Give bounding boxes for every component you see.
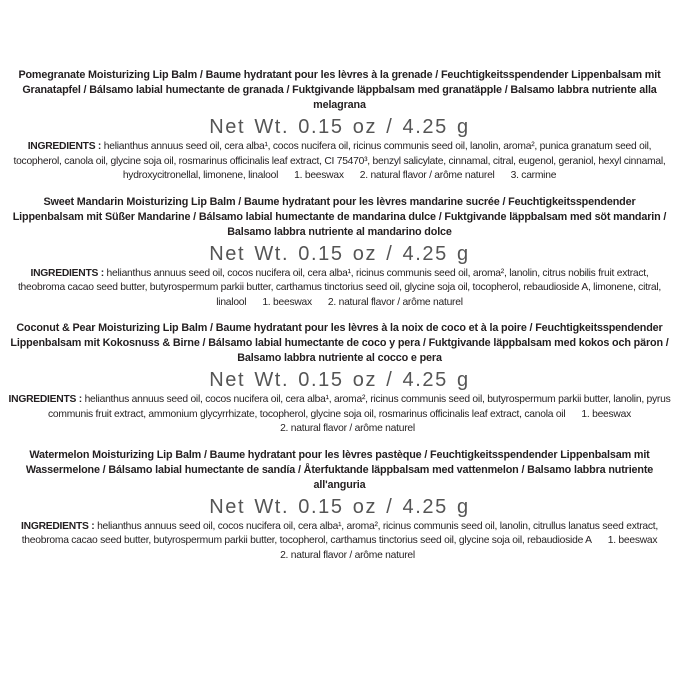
footnote: 1. beeswax xyxy=(294,170,344,181)
ingredients-label: INGREDIENTS : xyxy=(21,520,95,532)
net-weight: Net Wt. 0.15 oz / 4.25 g xyxy=(209,116,470,138)
ingredients-label: INGREDIENTS : xyxy=(8,394,82,405)
product-section-pomegranate xyxy=(6,68,673,184)
product-title: Coconut & Pear Moisturizing Lip Balm / Baume hydratant pour les lèvres à la noix de coco et à la poire / Feuchtigkeitsspendender Lippenbalsam mit Kokosnuss & Birne / Bálsamo labial humectante de coco y pera / Fuktgivande läppbalsam med kokos och päron / Balsamo labbra nutriente al cocco e pera xyxy=(10,322,669,364)
net-weight: Net Wt. 0.15 oz / 4.25 g xyxy=(209,369,470,391)
ingredients-paragraph xyxy=(6,267,673,311)
ingredients-paragraph xyxy=(6,140,673,184)
footnote: 2. natural flavor / arôme naturel xyxy=(327,296,463,308)
ingredients-text: helianthus annuus seed oil, cocos nucifera oil, cera alba¹, aroma², ricinus communis seed oil, butyrospermum parkii butter, lanolin, pyrus communis fruit extract, ammonium glycyrrhizate, tocopherol, glycine soja oil, rosmarinus officinalis leaf extract, canola oil xyxy=(48,394,671,420)
product-title: Sweet Mandarin Moisturizing Lip Balm / Baume hydratant pour les lèvres mandarine sucrée / Feuchtigkeitsspendender Lippenbalsam mit Süßer Mandarine / Bálsamo labial humectante de mandarina dulce / Fuktgivande läppbalsam med söt mandarin / Balsamo labbra nutriente al mandarino dolce xyxy=(12,195,667,238)
footnote: 2. natural flavor / arôme naturel xyxy=(280,549,415,561)
footnote: 1. beeswax xyxy=(581,408,631,420)
product-section-sweet-mandarin xyxy=(6,195,673,311)
ingredients-text: helianthus annuus seed oil, cocos nucifera oil, cera alba¹, ricinus communis seed oil, aroma², lanolin, citrus nobilis fruit extract, theobroma cacao seed butter, butyrospermum parkii butter, carthamus tinctorius seed oil, glycine soja oil, tocopherol, rebaudioside A, limonene, citral, linalool xyxy=(17,267,662,308)
product-title: Watermelon Moisturizing Lip Balm / Baume hydratant pour les lèvres pastèque / Feuchtigkeitsspendender Lippenbalsam mit Wassermelone / Bálsamo labial humectante de sandía / Återfuktande läppbalsam med vattenmelon / Balsamo labbra nutriente all'anguria xyxy=(25,448,654,491)
product-section-watermelon xyxy=(6,448,673,564)
footnote: 1. beeswax xyxy=(607,535,658,546)
product-title: Pomegranate Moisturizing Lip Balm / Baume hydratant pour les lèvres à la grenade / Feuchtigkeitsspendender Lippenbalsam mit Granatapfel / Bálsamo labial humectante de granada / Fuktgivande läppbalsam med granatäpple / Balsamo labbra nutriente alla melagrana xyxy=(18,69,661,111)
footnote: 1. beeswax xyxy=(262,296,312,308)
net-weight: Net Wt. 0.15 oz / 4.25 g xyxy=(209,495,470,518)
net-weight: Net Wt. 0.15 oz / 4.25 g xyxy=(209,242,470,265)
ingredients-paragraph xyxy=(6,393,673,437)
footnote: 2. natural flavor / arôme naturel xyxy=(280,423,415,434)
footnote: 2. natural flavor / arôme naturel xyxy=(359,170,495,181)
ingredients-text: helianthus annuus seed oil, cocos nucifera oil, cera alba¹, aroma², ricinus communis seed oil, lanolin, citrullus lanatus seed extract, theobroma cacao seed butter, butyrospermum parkii butter, tocopherol, carthamus tinctorius seed oil, glycine soja oil, rebaudioside A xyxy=(21,520,658,546)
footnote: 3. carmine xyxy=(510,170,557,181)
ingredients-text: helianthus annuus seed oil, cera alba¹, cocos nucifera oil, ricinus communis seed oil, lanolin, aroma², punica granatum seed oil, tocopherol, canola oil, glycine soja oil, rosmarinus officinalis leaf extract, CI 75470³, benzyl salicylate, cinnamal, citral, eugenol, geraniol, hexyl cinnamal, hydroxycitronellal, limonene, linalool xyxy=(13,141,666,181)
ingredients-label: INGREDIENTS : xyxy=(27,141,102,152)
product-section-coconut-pear xyxy=(6,321,673,437)
ingredients-paragraph xyxy=(6,520,673,564)
ingredients-label: INGREDIENTS : xyxy=(30,267,104,279)
